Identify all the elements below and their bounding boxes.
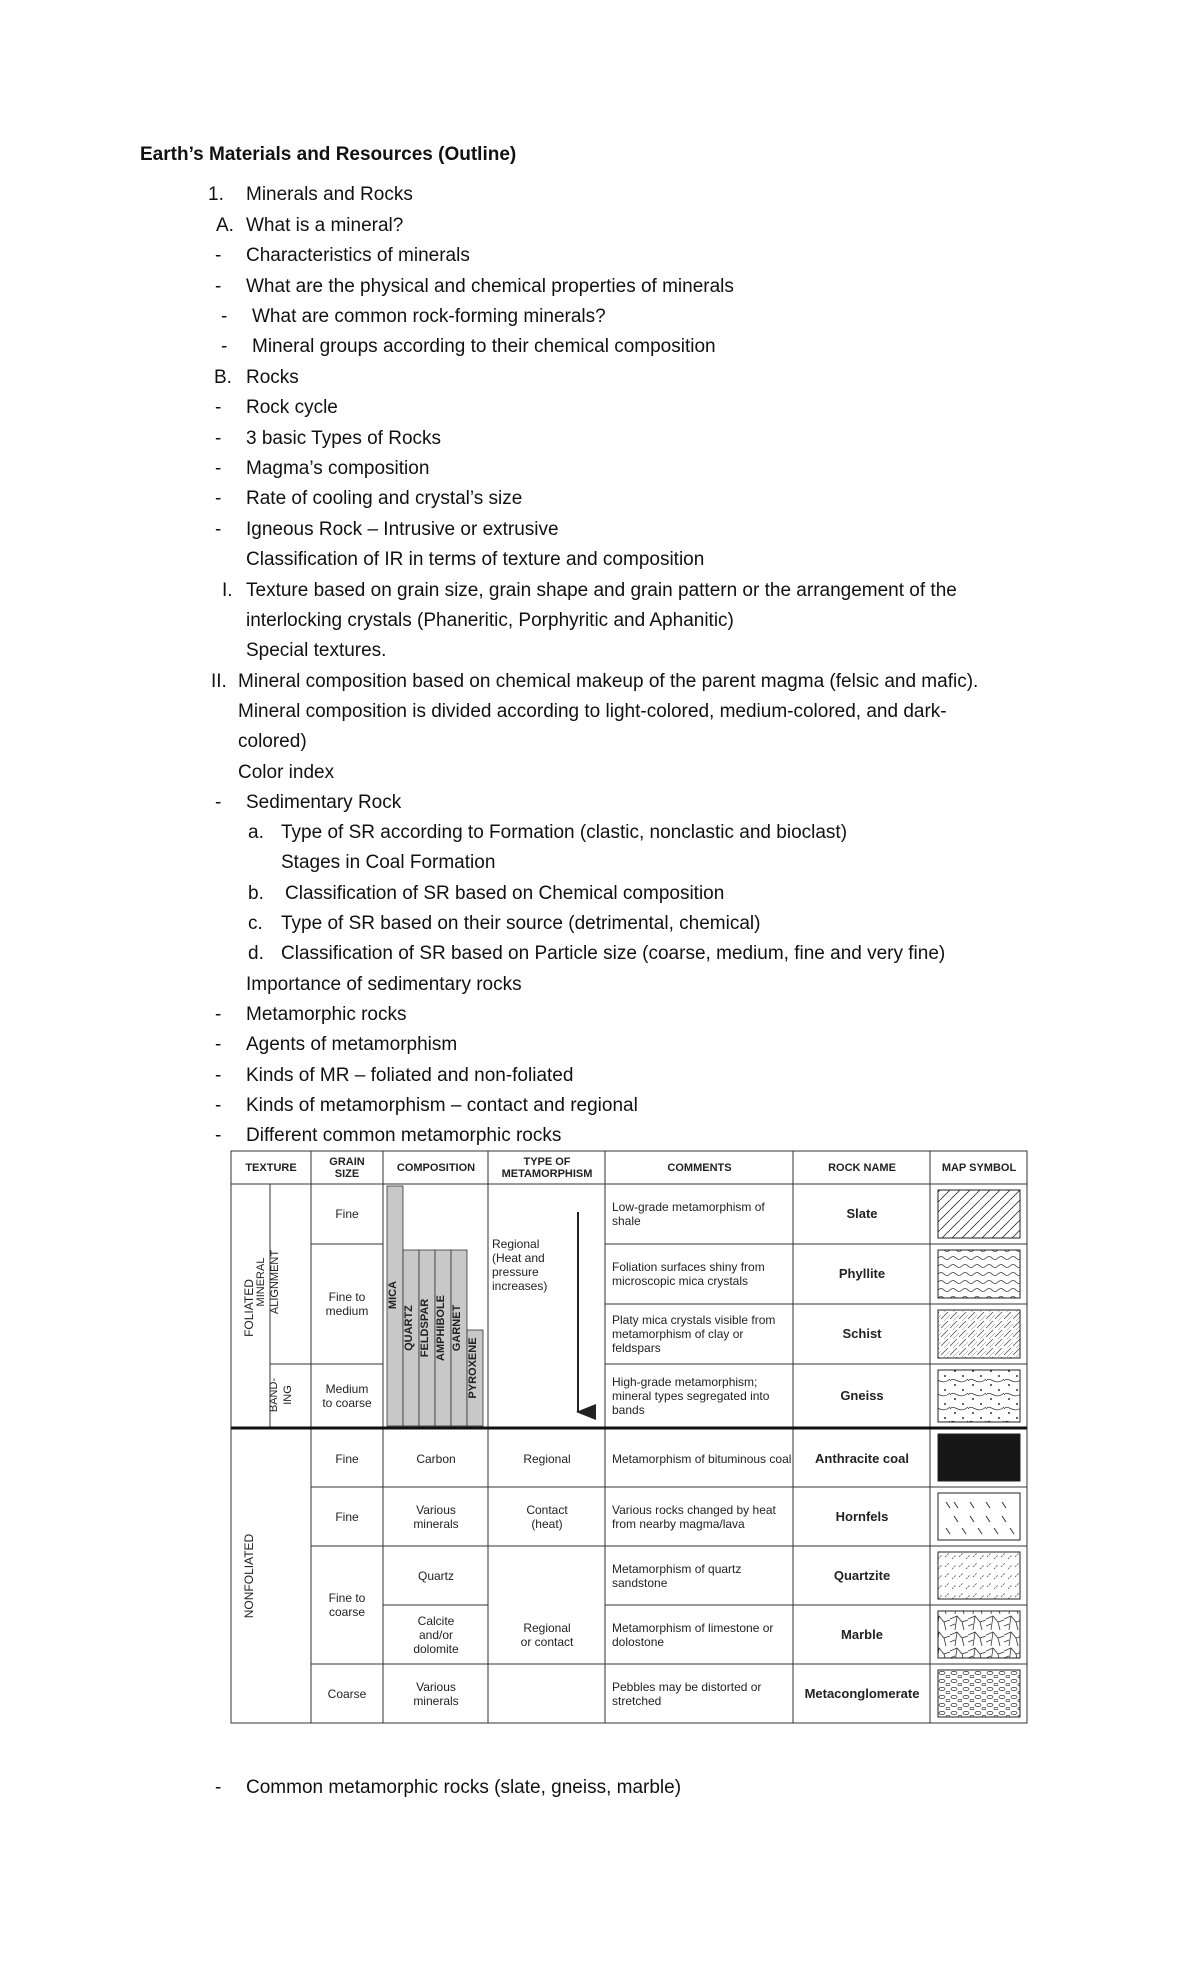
metaconglomerate-symbol bbox=[938, 1670, 1020, 1717]
grain-medium-to-coarse: Medium to coarse bbox=[322, 1382, 372, 1410]
outline-marker: B. bbox=[214, 367, 232, 388]
banding-label: BAND- ING bbox=[268, 1377, 294, 1413]
outline-marker: - bbox=[215, 1065, 222, 1086]
mineral-label: MICA bbox=[387, 1280, 399, 1310]
mineral-label: GARNET bbox=[451, 1304, 463, 1352]
nonfoliated-grain: Fine bbox=[335, 1451, 359, 1466]
outline-text: Stages in Coal Formation bbox=[281, 852, 496, 873]
nonfoliated-comment: Metamorphism of bituminous coal bbox=[612, 1451, 792, 1466]
metamorphic-rock-table bbox=[230, 1150, 1028, 1724]
mineral-label: PYROXENE bbox=[467, 1337, 479, 1399]
outline-marker: - bbox=[215, 458, 222, 479]
nonfoliated-composition: Carbon bbox=[416, 1451, 456, 1466]
nonfoliated-rock-name: Metaconglomerate bbox=[804, 1685, 920, 1701]
foliated-comment: Low-grade metamorphism of shale bbox=[612, 1200, 765, 1228]
outline-text: Texture based on grain size, grain shape and grain pattern or the arrangement of the bbox=[246, 580, 957, 601]
nonfoliated-rock-name: Quartzite bbox=[833, 1567, 891, 1583]
foliated-rock-name: Gneiss bbox=[840, 1388, 884, 1403]
outline-marker: a. bbox=[248, 822, 264, 843]
grain-fine-to-medium: Fine to medium bbox=[325, 1290, 369, 1318]
foliated-label: FOLIATED bbox=[242, 1279, 256, 1337]
outline-text: Importance of sedimentary rocks bbox=[246, 974, 522, 995]
foliated-comment: High-grade metamorphism; mineral types segregated into bands bbox=[612, 1375, 770, 1417]
foliated-comment: Foliation surfaces shiny from microscopic mica crystals bbox=[612, 1260, 765, 1288]
outline-text: Rocks bbox=[246, 367, 299, 388]
mineral-label: FELDSPAR bbox=[419, 1298, 431, 1358]
mineral-alignment-label: MINERAL ALIGNMENT bbox=[255, 1249, 281, 1315]
outline-text: Mineral groups according to their chemical composition bbox=[252, 336, 716, 357]
nonfoliated-comment: Various rocks changed by heat from nearby magma/lava bbox=[612, 1502, 776, 1531]
outline-marker: - bbox=[215, 428, 222, 449]
grain-fine: Fine bbox=[335, 1207, 359, 1221]
outline-text: Mineral composition is divided according to light-colored, medium-colored, and dark- bbox=[238, 701, 947, 722]
outline-text: Sedimentary Rock bbox=[246, 792, 402, 813]
outline-text: Mineral composition based on chemical makeup of the parent magma (felsic and mafic). bbox=[238, 671, 979, 692]
nonfoliated-composition: Calcite and/or dolomite bbox=[413, 1613, 459, 1656]
outline-text: Igneous Rock – Intrusive or extrusive bbox=[246, 519, 559, 540]
nonfoliated-label: NONFOLIATED bbox=[242, 1533, 256, 1619]
nonfoliated-rock-name: Hornfels bbox=[835, 1508, 889, 1524]
outline-text: What are common rock-forming minerals? bbox=[252, 306, 606, 327]
final-line-text: Common metamorphic rocks (slate, gneiss, marble) bbox=[246, 1777, 682, 1798]
outline-text: Type of SR based on their source (detrimental, chemical) bbox=[281, 913, 761, 934]
final-line-marker: - bbox=[215, 1777, 222, 1798]
outline-marker: - bbox=[221, 336, 228, 357]
header-comments: COMMENTS bbox=[667, 1162, 732, 1174]
outline-text: Classification of IR in terms of texture and composition bbox=[246, 549, 705, 570]
header-map-symbol: MAP SYMBOL bbox=[941, 1162, 1017, 1174]
nonfoliated-rock-name: Anthracite coal bbox=[815, 1450, 909, 1466]
outline-text: Characteristics of minerals bbox=[246, 245, 470, 266]
nonfoliated-comment: Metamorphism of limestone or dolostone bbox=[612, 1620, 774, 1649]
nonfoliated-type: Regional or contact bbox=[520, 1620, 574, 1649]
header-composition: COMPOSITION bbox=[396, 1162, 476, 1174]
outline-text: Different common metamorphic rocks bbox=[246, 1125, 562, 1146]
foliated-rock-name: Slate bbox=[846, 1206, 878, 1221]
nonfoliated-type: Contact (heat) bbox=[526, 1502, 568, 1531]
outline-marker: - bbox=[215, 1125, 222, 1146]
mineral-label: QUARTZ bbox=[403, 1305, 415, 1351]
header-rock-name: ROCK NAME bbox=[828, 1162, 896, 1174]
hornfels-symbol bbox=[938, 1493, 1020, 1540]
header-grain-size: GRAIN SIZE bbox=[329, 1156, 365, 1180]
marble-symbol bbox=[938, 1611, 1020, 1658]
outline-marker: - bbox=[215, 397, 222, 418]
regional-note: Regional (Heat and pressure increases) bbox=[492, 1230, 572, 1300]
nonfoliated-composition: Various minerals bbox=[413, 1502, 459, 1531]
outline-marker: - bbox=[215, 1095, 222, 1116]
foliated-rock-name: Schist bbox=[842, 1326, 882, 1341]
nonfoliated-comment: Pebbles may be distorted or stretched bbox=[612, 1679, 762, 1708]
nonfoliated-grain: Fine to coarse bbox=[328, 1591, 366, 1619]
outline-text: Color index bbox=[238, 762, 335, 783]
quartzite-symbol bbox=[938, 1552, 1020, 1599]
phyllite-symbol bbox=[938, 1250, 1020, 1298]
outline-marker: - bbox=[215, 792, 222, 813]
outline-marker: - bbox=[215, 276, 222, 297]
outline-marker: 1. bbox=[208, 184, 224, 205]
slate-symbol bbox=[938, 1190, 1020, 1238]
outline-text: colored) bbox=[238, 731, 307, 752]
nonfoliated-grain: Coarse bbox=[327, 1686, 367, 1701]
outline-text: Special textures. bbox=[246, 640, 387, 661]
outline-text: What are the physical and chemical properties of minerals bbox=[246, 276, 734, 297]
outline-text: Minerals and Rocks bbox=[246, 184, 413, 205]
outline-text: Magma’s composition bbox=[246, 458, 430, 479]
nonfoliated-composition: Quartz bbox=[417, 1568, 454, 1583]
outline-marker: - bbox=[215, 245, 222, 266]
outline-text: interlocking crystals (Phaneritic, Porphyritic and Aphanitic) bbox=[246, 610, 734, 631]
outline-text: Rock cycle bbox=[246, 397, 338, 418]
outline-marker: d. bbox=[248, 943, 264, 964]
outline-marker: A. bbox=[216, 215, 234, 236]
outline-marker: - bbox=[215, 488, 222, 509]
header-type-of-metamorphism: TYPE OF METAMORPHISM bbox=[501, 1156, 593, 1180]
nonfoliated-rock-name: Marble bbox=[841, 1626, 883, 1642]
outline-marker: c. bbox=[248, 913, 263, 934]
outline-text: 3 basic Types of Rocks bbox=[246, 428, 442, 449]
outline-text: Rate of cooling and crystal’s size bbox=[246, 488, 523, 509]
schist-symbol bbox=[938, 1310, 1020, 1358]
outline-text: Classification of SR based on Particle size (coarse, medium, fine and very fine) bbox=[281, 943, 946, 964]
outline-text: Type of SR according to Formation (clastic, nonclastic and bioclast) bbox=[281, 822, 848, 843]
outline-text: What is a mineral? bbox=[246, 215, 404, 236]
nonfoliated-grain: Fine bbox=[335, 1509, 359, 1524]
outline-marker: - bbox=[215, 519, 222, 540]
foliated-rock-name: Phyllite bbox=[838, 1266, 886, 1281]
outline-marker: b. bbox=[248, 883, 264, 904]
outline-marker: - bbox=[215, 1004, 222, 1025]
outline-marker: II. bbox=[211, 671, 227, 692]
outline-text: Kinds of metamorphism – contact and regional bbox=[246, 1095, 638, 1116]
outline-text: Kinds of MR – foliated and non-foliated bbox=[246, 1065, 574, 1086]
outline-marker: - bbox=[215, 1034, 222, 1055]
document-title: Earth’s Materials and Resources (Outline) bbox=[140, 144, 517, 165]
nonfoliated-comment: Metamorphism of quartz sandstone bbox=[612, 1561, 742, 1590]
nonfoliated-composition: Various minerals bbox=[413, 1679, 459, 1708]
foliated-comment: Platy mica crystals visible from metamorphism of clay or feldspars bbox=[612, 1313, 776, 1355]
header-texture: TEXTURE bbox=[245, 1162, 297, 1174]
mineral-label: AMPHIBOLE bbox=[435, 1295, 447, 1361]
outline-text: Classification of SR based on Chemical composition bbox=[285, 883, 725, 904]
outline-text: Metamorphic rocks bbox=[246, 1004, 407, 1025]
gneiss-symbol bbox=[938, 1370, 1020, 1422]
nonfoliated-type: Regional bbox=[523, 1451, 571, 1466]
outline-marker: - bbox=[221, 306, 228, 327]
outline-text: Agents of metamorphism bbox=[246, 1034, 458, 1055]
outline-marker: I. bbox=[222, 580, 233, 601]
anthracite-symbol bbox=[938, 1434, 1020, 1481]
